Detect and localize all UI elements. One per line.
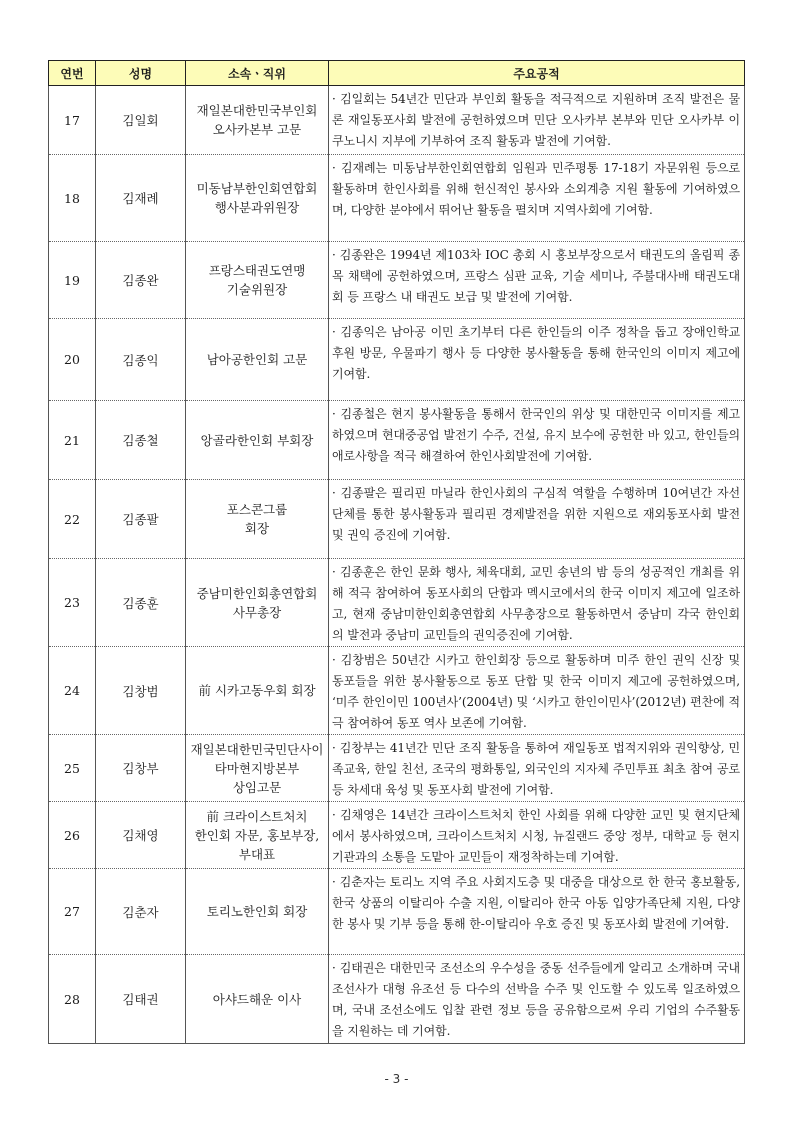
table-row (49, 735, 745, 802)
row-number: 21 (49, 401, 96, 480)
affiliation-cell (186, 86, 329, 155)
affiliation-line: 기술위원장 (226, 282, 288, 297)
affiliation-line: 재일본대한민국부인회 (196, 103, 318, 118)
table-row (49, 86, 745, 155)
person-name: 김채영 (96, 802, 186, 869)
affiliation-cell (186, 242, 329, 319)
achievement-cell (329, 647, 745, 735)
affiliation-line: 아샤드해운 이사 (212, 991, 302, 1007)
achievement-text: · 김채영은 14년간 크라이스트처치 한인 사회를 위해 다양한 교민 및 현지단체에서 봉사하였으며, 크라이스트처치 시청, 뉴질랜드 중앙 정부, 대학교 등 현지 기관과의 소통을 도맡아 교민들이 재정착하는데 기여함. (332, 808, 740, 864)
affiliation-line: 미동남부한인회연합회 (196, 181, 318, 196)
affiliation-cell (186, 869, 329, 955)
achievement-text: · 김재례는 미동남부한인회연합회 임원과 민주평통 17-18기 자문위원 등으로 활동하며 한인사회를 위해 헌신적인 봉사와 소외계층 지원 활동에 기여하였으며, 다양한 분야에서 뛰어난 활동을 펼치며 지역사회에 기여함. (332, 161, 740, 217)
person-name: 김창범 (96, 647, 186, 735)
table-row (49, 869, 745, 955)
row-number: 25 (49, 735, 96, 802)
row-number: 18 (49, 155, 96, 242)
table-row (49, 480, 745, 559)
affiliation-line: 오사카본부 고문 (212, 122, 302, 137)
achievement-text: · 김종익은 남아공 이민 초기부터 다른 한인들의 이주 정착을 돕고 장애인학교 후원 방문, 우물파기 행사 등 다양한 봉사활동을 통해 한국인의 이미지 제고에 기여함. (332, 325, 740, 381)
person-name: 김재례 (96, 155, 186, 242)
table-row (49, 319, 745, 401)
person-name: 김일회 (96, 86, 186, 155)
affiliation-cell (186, 319, 329, 401)
achievement-text: · 김창부는 41년간 민단 조직 활동을 통하여 재일동포 법적지위와 권익향상, 민족교육, 한일 친선, 조국의 평화통일, 외국인의 지자체 주민투표 최초 참여 공로 등 차세대 육성 및 동포사회 발전에 기여함. (332, 741, 740, 797)
achievement-cell (329, 480, 745, 559)
achievement-cell (329, 955, 745, 1044)
achievement-text: · 김태권은 대한민국 조선소의 우수성을 중동 선주들에게 알리고 소개하며 국내 조선사가 대형 유조선 등 다수의 선박을 수주 및 인도할 수 있도록 일조하였으며, 국내 조선소에도 입찰 관련 정보 등을 공유함으로써 우리 기업의 수주활동을 지원하는 데 기여함. (332, 961, 740, 1038)
row-number: 27 (49, 869, 96, 955)
page-number: - 3 - (384, 1072, 409, 1086)
row-number: 28 (49, 955, 96, 1044)
person-name: 김태권 (96, 955, 186, 1044)
row-number: 24 (49, 647, 96, 735)
table-row (49, 242, 745, 319)
person-name: 김종완 (96, 242, 186, 319)
affiliation-line: 부대표 (238, 846, 276, 862)
person-name: 김종익 (96, 319, 186, 401)
achievement-cell (329, 802, 745, 869)
affiliation-cell (186, 802, 329, 869)
affiliation-line: 프랑스태권도연맹 (208, 263, 306, 278)
affiliation-cell (186, 647, 329, 735)
affiliation-line: 재일본대한민국민단사이 (190, 741, 324, 757)
affiliation-line: 한인회 자문, 홍보부장, (194, 827, 320, 843)
row-number: 26 (49, 802, 96, 869)
table-row (49, 401, 745, 480)
person-name: 김춘자 (96, 869, 186, 955)
header-number: 연번 (49, 61, 96, 86)
row-number: 19 (49, 242, 96, 319)
achievement-text: · 김창범은 50년간 시카고 한인회장 등으로 활동하며 미주 한인 권익 신장 및 동포들을 위한 봉사활동으로 동포 단합 및 한국 이미지 제고에 공헌하였으며, ‘미주 한인이민 100년사’(2004년) 및 ‘시카고 한인이민사’(2012년) 편찬에 적극 참여하여 동포 역사 보존에 기여함. (332, 653, 740, 730)
row-number: 17 (49, 86, 96, 155)
row-number: 22 (49, 480, 96, 559)
achievement-text: · 김일회는 54년간 민단과 부인회 활동을 적극적으로 지원하며 조직 발전은 물론 재일동포사회 발전에 공헌하였으며 민단 오사카부 본부와 민단 오사카부 이쿠노니시 지부에 기부하여 조직 활동과 발전에 기여함. (332, 92, 740, 148)
achievement-cell (329, 559, 745, 647)
person-name: 김창부 (96, 735, 186, 802)
achievement-cell (329, 735, 745, 802)
table-row (49, 155, 745, 242)
table-row (49, 559, 745, 647)
person-name: 김종철 (96, 401, 186, 480)
row-number: 20 (49, 319, 96, 401)
achievement-cell (329, 242, 745, 319)
achievement-text: · 김종철은 현지 봉사활동을 통해서 한국인의 위상 및 대한민국 이미지를 제고하였으며 현대중공업 발전기 수주, 건설, 유지 보수에 공헌한 바 있고, 한인들의 애로사항을 적극 해결하여 한인사회발전에 기여함. (332, 407, 740, 463)
row-number: 23 (49, 559, 96, 647)
table-header-row (49, 61, 745, 86)
achievement-text: · 김종훈은 한인 문화 행사, 체육대회, 교민 송년의 밤 등의 성공적인 개최를 위해 적극 참여하여 동포사회의 단합과 멕시코에서의 한국 이미지 제고에 일조하고, 현재 중남미한인회총연합회 사무총장으로 활동하면서 중남미 각국 한인회의 발전과 중남미 교민들의 권익증진에 기여함. (332, 565, 740, 642)
achievement-text: · 김종완은 1994년 제103차 IOC 총회 시 홍보부장으로서 태권도의 올림픽 종목 채택에 공헌하였으며, 프랑스 심판 교육, 기술 세미나, 주불대사배 태권도대회 등 프랑스 내 태권도 보급 및 발전에 기여함. (332, 248, 740, 304)
achievement-cell (329, 155, 745, 242)
person-name: 김종팔 (96, 480, 186, 559)
affiliation-line: 중남미한인회총연합회 (196, 585, 318, 601)
header-name: 성명 (96, 61, 186, 86)
achievement-cell (329, 319, 745, 401)
affiliation-cell (186, 401, 329, 480)
header-achievements: 주요공적 (329, 61, 745, 86)
table-row (49, 955, 745, 1044)
affiliation-line: 상임고문 (232, 779, 282, 795)
affiliation-line: 회장 (244, 521, 270, 536)
affiliation-line: 사무총장 (232, 604, 282, 620)
affiliation-line: 행사분과위원장 (214, 200, 300, 215)
achievement-text: · 김춘자는 토리노 지역 주요 사회지도층 및 대중을 대상으로 한 한국 홍보활동, 한국 상품의 이탈리아 수출 지원, 이탈리아 한국 아동 입양가족단체 지원, 다양한 봉사 및 기부 등을 통해 한-이탈리아 우호 증진 및 동포사회 발전에 기여함. (332, 875, 740, 931)
affiliation-line: 포스콘그룹 (226, 502, 288, 517)
affiliation-line: 앙골라한인회 부회장 (200, 432, 314, 448)
affiliation-cell (186, 480, 329, 559)
affiliation-line: 前 시카고동우회 회장 (198, 683, 316, 698)
affiliation-line: 타마현지방본부 (214, 760, 300, 776)
affiliation-cell (186, 155, 329, 242)
affiliation-cell (186, 559, 329, 647)
affiliation-cell (186, 955, 329, 1044)
affiliation-line: 前 크라이스트처치 (206, 808, 308, 824)
affiliation-line: 토리노한인회 회장 (206, 904, 308, 919)
affiliation-line: 남아공한인회 고문 (206, 352, 308, 367)
person-name: 김종훈 (96, 559, 186, 647)
achievement-cell (329, 86, 745, 155)
table-row (49, 802, 745, 869)
achievement-cell (329, 869, 745, 955)
achievement-cell (329, 401, 745, 480)
header-affiliation: 소속ㆍ직위 (186, 61, 329, 86)
affiliation-cell (186, 735, 329, 802)
merit-table (48, 60, 745, 1044)
achievement-text: · 김종팔은 필리핀 마닐라 한인사회의 구심적 역할을 수행하며 10여년간 자선 단체를 통한 봉사활동과 필리핀 경제발전을 위한 지원으로 재외동포사회 발전 및 권익 증진에 기여함. (332, 486, 740, 542)
table-row (49, 647, 745, 735)
